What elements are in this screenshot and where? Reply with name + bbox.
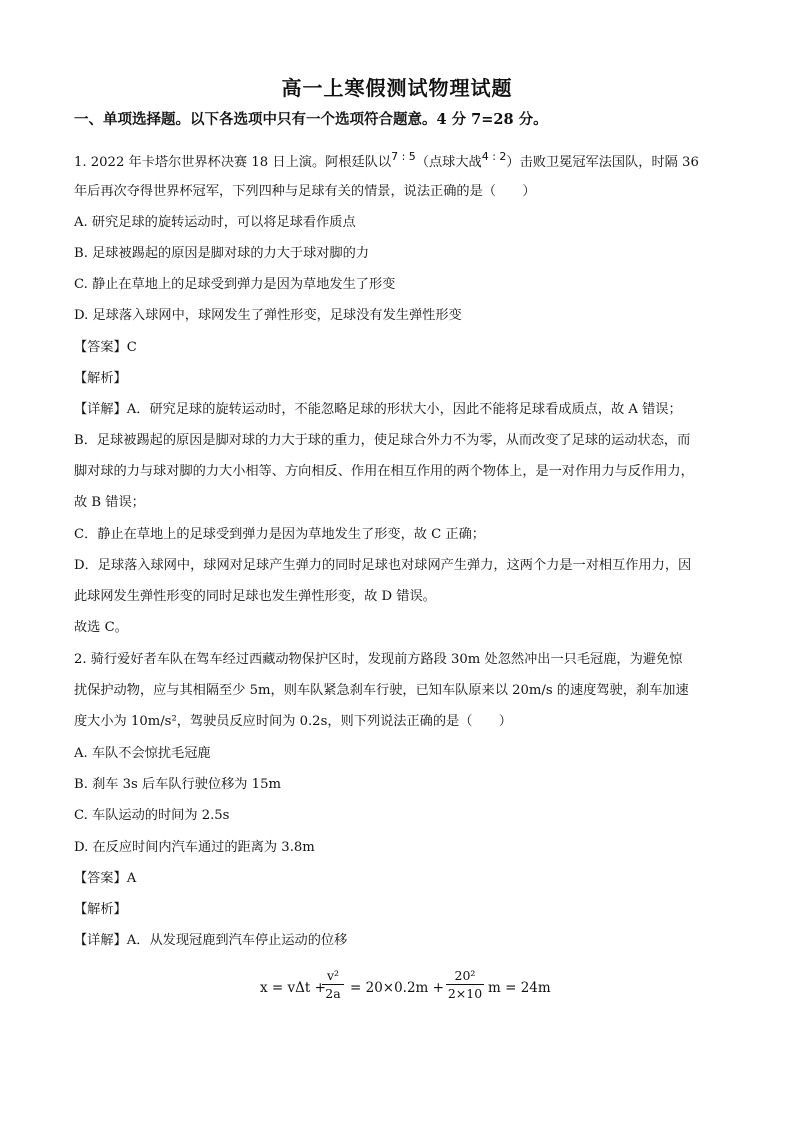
q1-option-b: B. 足球被踢起的原因是脚对球的力大于球对脚的力 xyxy=(74,246,370,261)
q2-detail-line: 【详解】A．从发现冠鹿到汽车停止运动的位移 xyxy=(74,933,348,948)
q1-detail-line: B．足球被踢起的原因是脚对球的力大于球的重力，使足球合外力不为零，从而改变了足球的运动状态，而 xyxy=(74,433,691,448)
q1-detail-line: C．静止在草地上的足球受到弹力是因为草地发生了形变，故 C 正确； xyxy=(74,527,485,542)
q2-option-a: A. 车队不会惊扰毛冠鹿 xyxy=(74,746,211,761)
q1-option-c: C. 静止在草地上的足球受到弹力是因为草地发生了形变 xyxy=(74,277,396,292)
q1-detail-line: 故 B 错误； xyxy=(74,495,145,510)
q1-stem-line1 xyxy=(74,148,699,172)
q1-stem-line2: 年后再次夺得世界杯冠军，下列四种与足球有关的情景，说法正确的是（ ） xyxy=(74,184,536,199)
q2-option-d: D. 在反应时间内汽车通过的距离为 3.8m xyxy=(74,840,315,855)
q1-score-main: 7 : 5 xyxy=(391,150,416,163)
formula-lhs: x = vΔt + xyxy=(260,980,326,996)
q1-stem-part-c: ）击败卫冕冠军法国队，时隔 36 xyxy=(506,155,699,170)
formula-fraction-v2-over-2a xyxy=(322,968,344,1001)
formula-frac1-numerator: v² xyxy=(326,968,340,983)
q1-stem-part-a: 1. 2022 年卡塔尔世界杯决赛 18 日上演。阿根廷队以 xyxy=(74,155,392,170)
section-heading: 一、单项选择题。以下各选项中只有一个选项符合题意。4 分 7=28 分。 xyxy=(74,111,548,128)
q1-option-d: D. 足球落入球网中，球网发生了弹性形变，足球没有发生弹性形变 xyxy=(74,308,462,323)
q1-stem-part-b: （点球大战 xyxy=(415,155,482,170)
q2-option-c: C. 车队运动的时间为 2.5s xyxy=(74,808,230,823)
q2-answer: 【答案】A xyxy=(74,871,137,886)
q1-detail-line: 脚对球的力与球对脚的力大小相等、方向相反、作用在相互作用的两个物体上，是一对作用力与反作用力， xyxy=(74,464,694,479)
q1-option-a: A. 研究足球的旋转运动时，可以将足球看作质点 xyxy=(74,215,356,230)
q2-analysis-label: 【解析】 xyxy=(74,902,127,917)
q1-detail-line: 此球网发生弹性形变的同时足球也发生弹性形变，故 D 错误。 xyxy=(74,589,436,604)
formula-rhs: m = 24m xyxy=(488,980,551,996)
q2-displacement-formula xyxy=(260,968,550,1014)
q1-detail-line: 故选 C。 xyxy=(74,620,128,635)
q2-stem-line: 2. 骑行爱好者车队在驾车经过西藏动物保护区时，发现前方路段 30m 处忽然冲出一只毛冠鹿，为避免惊 xyxy=(74,652,683,667)
q1-answer: 【答案】C xyxy=(74,340,137,355)
formula-fraction-numeric xyxy=(446,968,484,1001)
q1-score-penalty: 4 : 2 xyxy=(481,150,507,163)
q2-stem-line: 扰保护动物，应与其相隔至少 5m，则车队紧急刹车行驶，已知车队原来以 20m/s 的速度驾驶，刹车加速 xyxy=(74,683,689,698)
q2-stem-line: 度大小为 10m/s²，驾驶员反应时间为 0.2s，则下列说法正确的是（ ） xyxy=(74,714,512,729)
q1-detail-line: D．足球落入球网中，球网对足球产生弹力的同时足球也对球网产生弹力，这两个力是一对相互作用力，因 xyxy=(74,558,692,573)
q1-analysis-label: 【解析】 xyxy=(74,371,127,386)
page-title: 高一上寒假测试物理试题 xyxy=(281,76,513,100)
q1-detail-line: 【详解】A．研究足球的旋转运动时，不能忽略足球的形状大小，因此不能将足球看成质点，故 A 错误； xyxy=(74,402,682,417)
formula-middle: = 20×0.2m + xyxy=(350,980,444,996)
formula-frac2-numerator: 20² xyxy=(454,968,476,983)
formula-frac2-denominator: 2×10 xyxy=(447,986,483,1001)
q2-option-b: B. 刹车 3s 后车队行驶位移为 15m xyxy=(74,777,281,792)
formula-frac1-denominator: 2a xyxy=(325,986,341,1001)
